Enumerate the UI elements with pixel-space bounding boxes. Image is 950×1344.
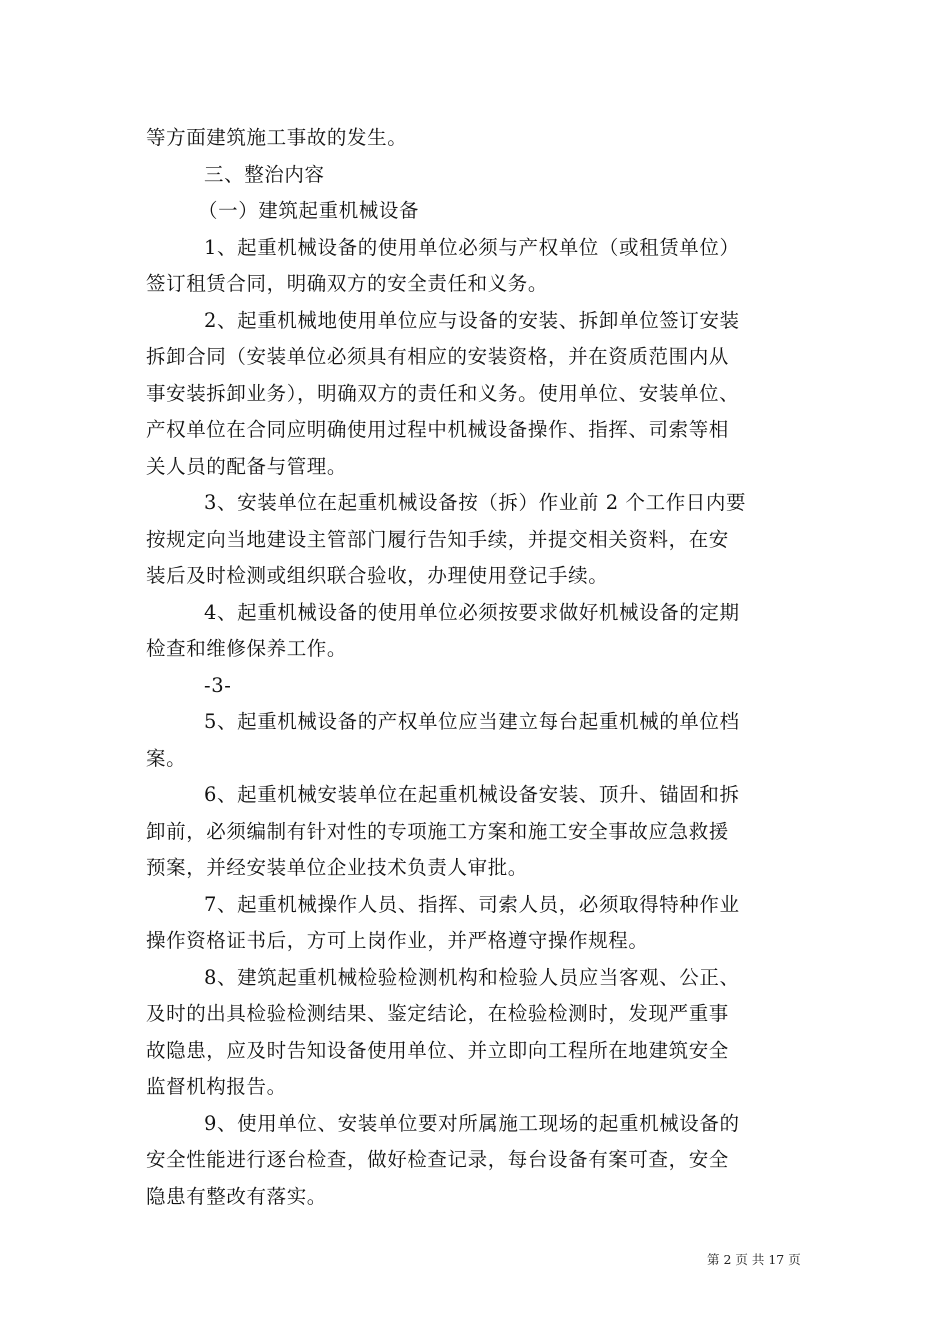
text-line: 按规定向当地建设主管部门履行告知手续，并提交相关资料，在安	[146, 527, 729, 551]
page-footer: 第 2 页 共 17 页	[707, 1252, 801, 1267]
text-line: 监督机构报告。	[146, 1075, 287, 1098]
text-line: 操作资格证书后，方可上岗作业，并严格遵守操作规程。	[146, 929, 649, 952]
text-line: 签订租赁合同，明确双方的安全责任和义务。	[146, 272, 549, 295]
text-line: 卸前，必须编制有针对性的专项施工方案和施工安全事故应急救援	[146, 819, 729, 843]
text-line: 案。	[146, 746, 187, 770]
text-line: 产权单位在合同应明确使用过程中机械设备操作、指挥、司索等相	[146, 418, 729, 441]
document-body	[146, 120, 826, 1215]
text-line: 及时的出具检验检测结果、鉴定结论，在检验检测时，发现严重事	[146, 1002, 729, 1025]
text-line: 故隐患，应及时告知设备使用单位、并立即向工程所在地建筑安全	[146, 1038, 729, 1062]
text-line: 7、起重机械操作人员、指挥、司索人员，必须取得特种作业	[204, 892, 740, 916]
text-line: 安全性能进行逐台检查，做好检查记录，每台设备有案可查，安全	[146, 1148, 729, 1171]
text-line: 9、使用单位、安装单位要对所属施工现场的起重机械设备的	[204, 1111, 740, 1135]
text-line: 4、起重机械设备的使用单位必须按要求做好机械设备的定期	[204, 600, 740, 624]
section-heading: 三、整治内容	[204, 162, 325, 186]
text-line: 8、建筑起重机械检验检测机构和检验人员应当客观、公正、	[204, 965, 740, 989]
text-line: 5、起重机械设备的产权单位应当建立每台起重机械的单位档	[204, 710, 740, 733]
text-line: 装后及时检测或组织联合验收，办理使用登记手续。	[146, 564, 609, 587]
text-line: 预案，并经安装单位企业技术负责人审批。	[146, 856, 528, 879]
text-line: 事安装拆卸业务），明确双方的责任和义务。使用单位、安装单位、	[146, 381, 740, 405]
text-line: 3、安装单位在起重机械设备按（拆）作业前 2 个工作日内要	[204, 491, 747, 514]
text-line: 1、起重机械设备的使用单位必须与产权单位（或租赁单位）	[204, 235, 740, 259]
text-line: 拆卸合同（安装单位必须具有相应的安装资格，并在资质范围内从	[146, 345, 729, 368]
subsection-heading: （一）建筑起重机械设备	[198, 199, 420, 222]
text-line: 等方面建筑施工事故的发生。	[146, 126, 408, 149]
inline-page-number: -3-	[204, 673, 232, 697]
text-line: 6、起重机械安装单位在起重机械设备安装、顶升、锚固和拆	[204, 783, 740, 806]
text-line: 2、起重机械地使用单位应与设备的安装、拆卸单位签订安装	[204, 308, 740, 332]
text-line: 隐患有整改有落实。	[146, 1184, 327, 1208]
text-line: 检查和维修保养工作。	[146, 637, 348, 660]
text-line: 关人员的配备与管理。	[146, 454, 348, 478]
